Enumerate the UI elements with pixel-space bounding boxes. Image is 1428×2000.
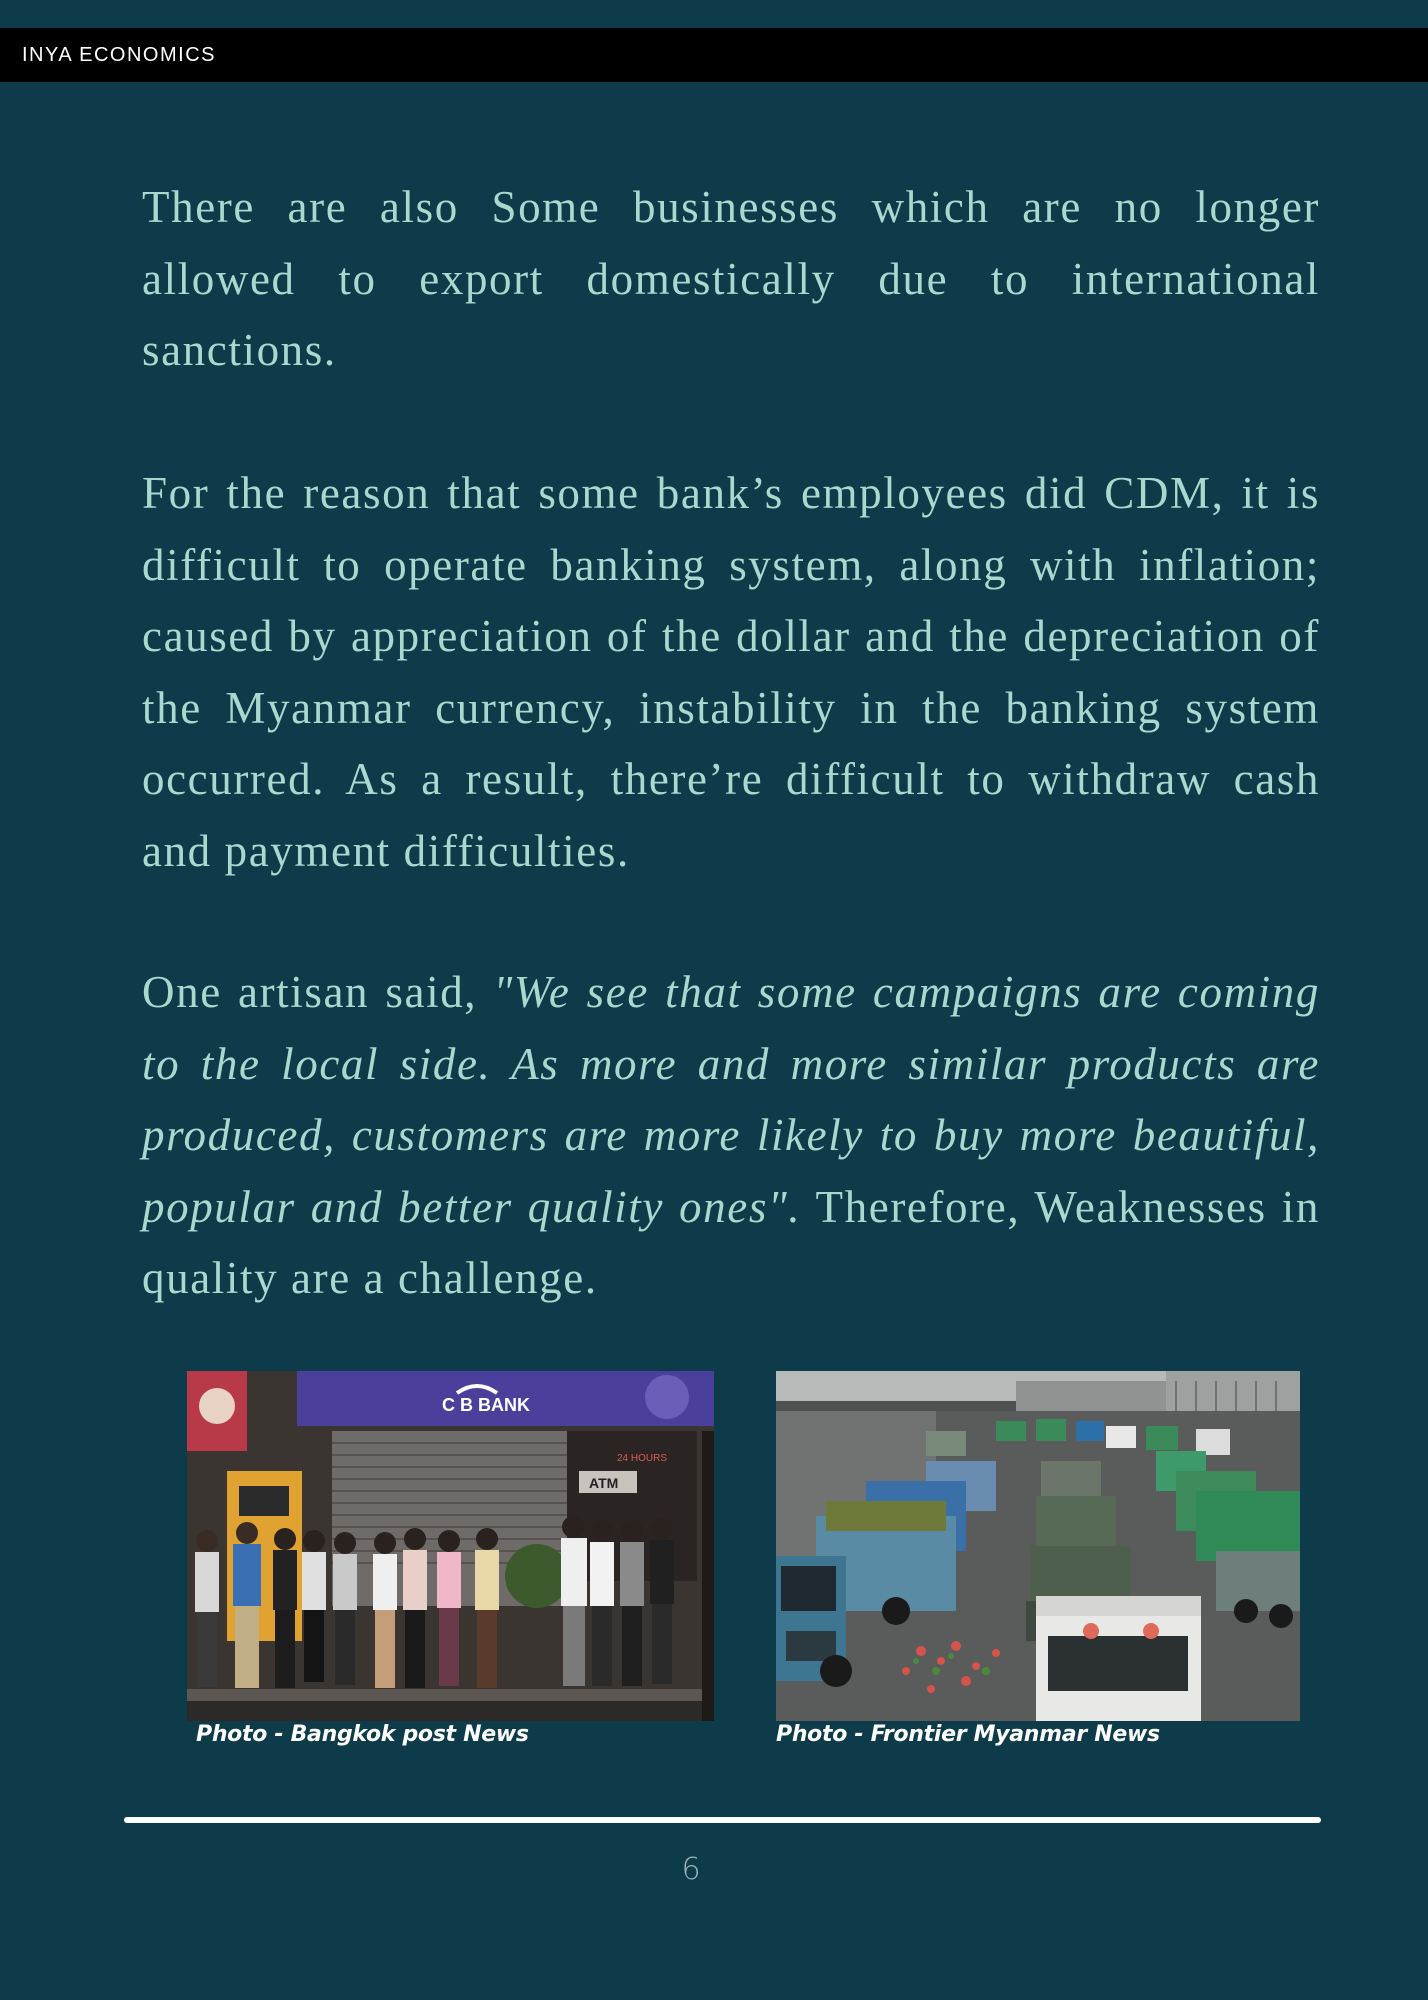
photo-caption-frontier-myanmar: Photo - Frontier Myanmar News [776,1722,1160,1747]
footer-divider [124,1817,1321,1823]
photo-bank-queue [187,1371,714,1721]
bank-sign-text: C B BANK [442,1395,530,1415]
paragraph-artisan-quote [142,957,1320,1315]
photo-truck-line [776,1371,1300,1721]
atm-hours-text: 24 HOURS [617,1453,668,1464]
photo-caption-bangkok-post: Photo - Bangkok post News [196,1722,529,1747]
artisan-quote: "We see that some campaigns are coming to the local side. As more and more similar products are produced, customers are more likely to buy more beautiful, popular and better quality ones". [142,967,1320,1232]
quote-conclusion: Therefore, Weaknesses in quality are a challenge. [142,1181,1321,1303]
paragraph-sanctions: There are also Some businesses which are no longer allowed to export domestically due to international sanctions. [142,182,1320,375]
paragraph-banking: For the reason that some bank’s employees did CDM, it is difficult to operate banking system, along with inflation; caused by appreciation of the dollar and the depreciation of the Myanmar currency, instability in the banking system occurred. As a result, there’re difficult to withdraw cash and payment difficulties. [142,468,1320,876]
page-number: 6 [681,1852,701,1887]
publication-title: INYA ECONOMICS [22,44,216,66]
header-bar [0,28,1428,82]
quote-intro: One artisan said, [142,967,494,1017]
atm-sign-text: ATM [589,1475,619,1491]
